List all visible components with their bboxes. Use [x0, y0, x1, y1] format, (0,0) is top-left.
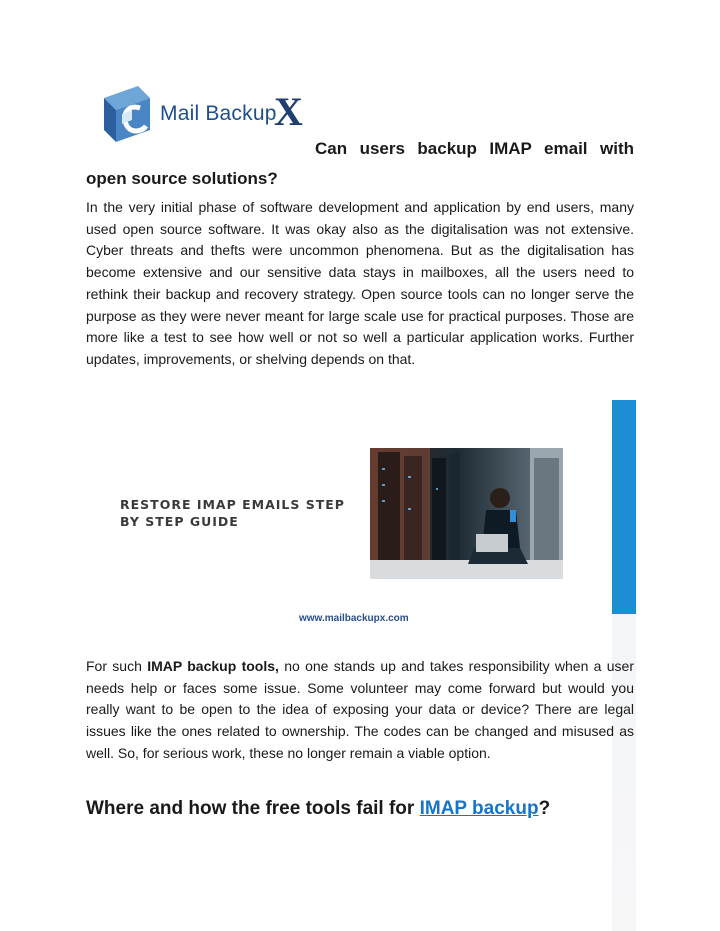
promo-title: RESTORE IMAP EMAILS STEP BY STEP GUIDE [120, 497, 345, 529]
subsection-heading-mark: ? [538, 798, 551, 819]
subsection-heading-text: Where and how the free tools fail for [86, 798, 420, 819]
imap-backup-link[interactable]: IMAP backup [419, 798, 539, 819]
tools-paragraph-rest: no one stands up and takes responsibility when a user needs help or faces some issue. Some volunteer may come forward but would you really want to be open to the idea of exposing your data or device? There are legal issues like the ones related to ownership. The codes can be changed and misused as well. So, for serious work, these no longer remain a viable option. [86, 658, 634, 761]
promo-url: www.mailbackupx.com [299, 613, 409, 624]
server-room-photo [370, 448, 563, 579]
subsection-heading [86, 798, 634, 820]
tools-paragraph-lead: For such [86, 658, 148, 674]
heading-line-1: Can users backup IMAP email with [315, 139, 634, 158]
intro-paragraph: In the very initial phase of software development and application by end users, many used open source software. It was okay also as the digitalisation was not extensive. Cyber threats and thefts were uncommon phenomena. But as the digitalisation has become extensive and our sensitive data stays in mailboxes, all the users need to rethink their backup and recovery strategy. Open source tools can no longer serve the purpose as they were never meant for large scale use for practical purposes. Those are more like a test to see how well or not so well a particular application works. Further updates, improvements, or shelving depends on that. [86, 199, 634, 367]
tools-paragraph-bold: IMAP backup tools, [147, 658, 279, 674]
logo-text: Mail Backup [160, 102, 277, 125]
heading-line-2: open source solutions? [86, 169, 278, 188]
section-heading [86, 134, 634, 194]
logo-x-mark: X [274, 89, 303, 134]
tools-paragraph [86, 656, 634, 765]
